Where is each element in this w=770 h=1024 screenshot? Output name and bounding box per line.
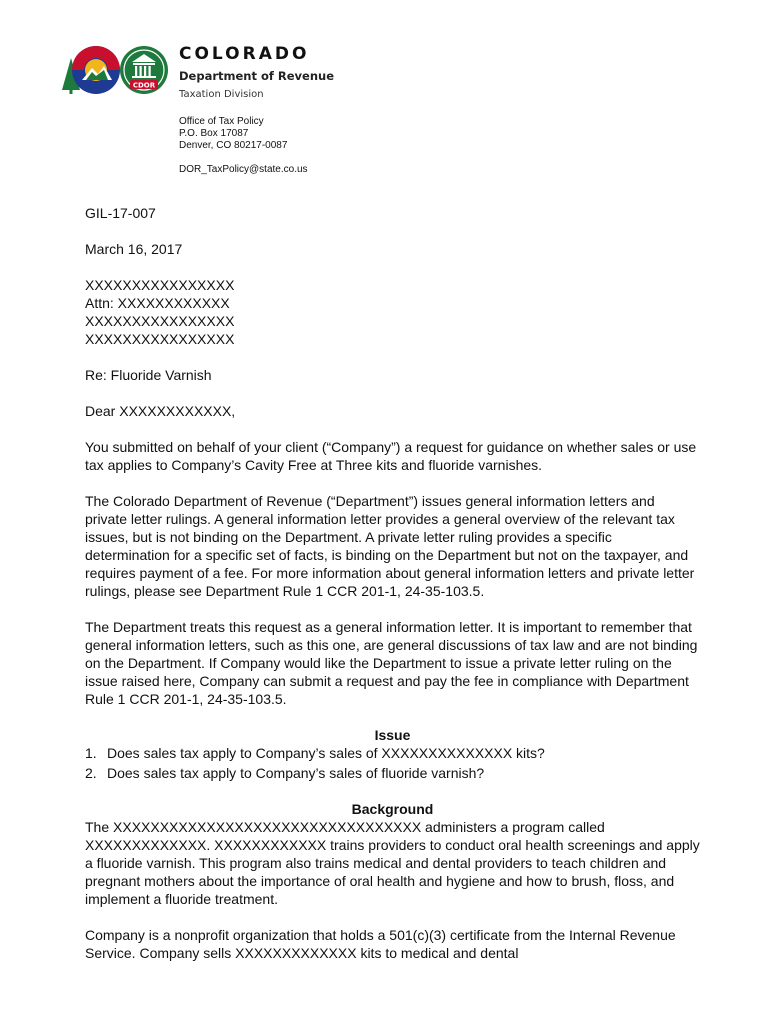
address-line: Attn: XXXXXXXXXXXX	[85, 295, 230, 311]
seal-text: CDOR	[132, 81, 156, 90]
letter-body	[85, 204, 700, 962]
issue-text: Does sales tax apply to Company’s sales of fluoride varnish?	[107, 765, 485, 781]
letter-date: March 16, 2017	[85, 241, 183, 257]
issue-number: 2.	[85, 765, 97, 781]
office-name: Office of Tax Policy	[179, 116, 264, 127]
letter-reference: GIL-17-007	[85, 205, 156, 221]
office-address	[179, 116, 287, 152]
office-city: Denver, CO 80217-0087	[179, 140, 288, 151]
colorado-logo	[60, 44, 170, 98]
address-line: XXXXXXXXXXXXXXXX	[85, 277, 235, 293]
issue-list	[85, 744, 700, 782]
agency-department: Department of Revenue	[179, 69, 335, 83]
background-heading: Background	[351, 801, 434, 817]
office-email: DOR_TaxPolicy@state.co.us	[179, 164, 308, 175]
address-line: XXXXXXXXXXXXXXXX	[85, 331, 235, 347]
background-paragraph: Company is a nonprofit organization that holds a 501(c)(3) certificate from the Internal Revenue Service. Company sells XXXXXXXXXXXXX kits to medical and dental	[85, 927, 676, 961]
body-paragraph: The Colorado Department of Revenue (“Department”) issues general information letters and private letter rulings. A general information letter provides a general overview of the relevant tax issues, but is not binding on the Department. A private letter ruling provides a specific determination for a specific set of facts, is binding on the Department but not on the taxpayer, and requires payment of a fee. For more information about general information letters and private letter rulings, please see Department Rule 1 CCR 201-1, 24-35-103.5.	[85, 493, 695, 599]
address-line: XXXXXXXXXXXXXXXX	[85, 313, 235, 329]
issue-heading: Issue	[374, 727, 411, 743]
background-paragraph: The XXXXXXXXXXXXXXXXXXXXXXXXXXXXXXXXX administers a program called XXXXXXXXXXXXX. XXXXXXXXXXXX trains providers to conduct oral health screenings and apply a fluoride varnish. This program also trains medical and dental providers to teach children and pregnant mothers about the importance of oral health and hygiene and how to brush, floss, and implement a fluoride treatment.	[85, 819, 700, 907]
office-po-box: P.O. Box 17087	[179, 128, 249, 139]
issue-text: Does sales tax apply to Company’s sales of XXXXXXXXXXXXXX kits?	[107, 745, 545, 761]
issue-number: 1.	[85, 745, 97, 761]
agency-division: Taxation Division	[179, 89, 264, 100]
letter-subject: Re: Fluoride Varnish	[85, 367, 212, 383]
recipient-address	[85, 276, 700, 348]
letter-salutation: Dear XXXXXXXXXXXX,	[85, 403, 236, 419]
body-paragraph: The Department treats this request as a general information letter. It is important to remember that general information letters, such as this one, are general discussions of tax law and are not binding on the Department. If Company would like the Department to issue a private letter ruling on the issue raised here, Company can submit a request and pay the fee in compliance with Department Rule 1 CCR 201-1, 24-35-103.5.	[85, 619, 698, 707]
agency-title: COLORADO	[179, 44, 310, 64]
issue-item	[85, 764, 700, 782]
body-paragraph: You submitted on behalf of your client (“Company”) a request for guidance on whether sales or use tax applies to Company’s Cavity Free at Three kits and fluoride varnishes.	[85, 439, 697, 473]
issue-item	[85, 744, 700, 762]
